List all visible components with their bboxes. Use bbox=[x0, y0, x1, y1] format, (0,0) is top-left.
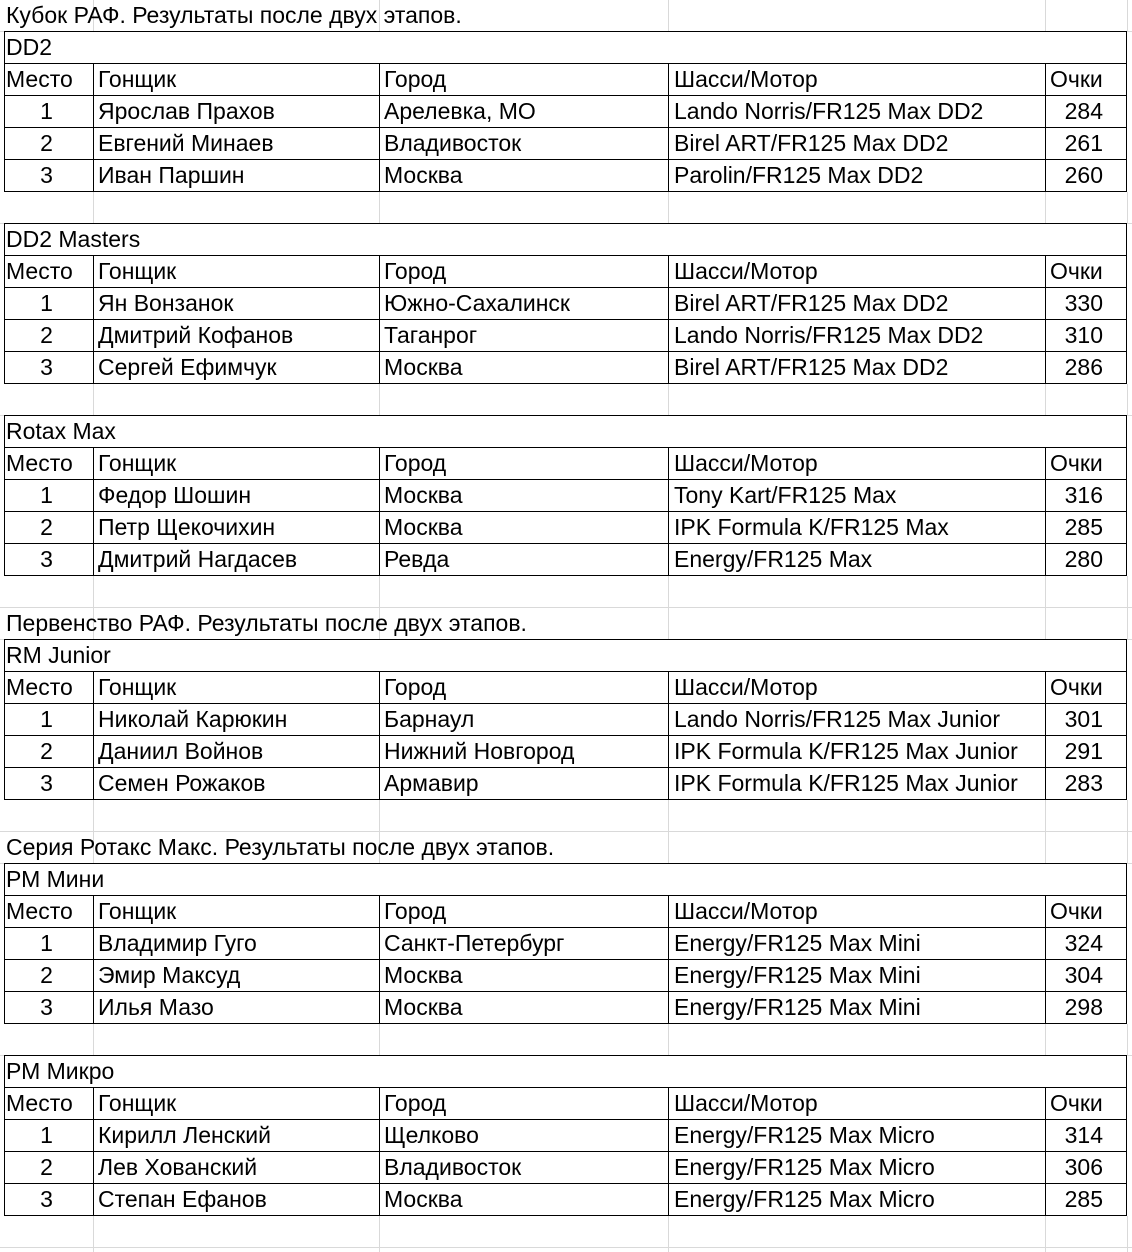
column-border bbox=[668, 1087, 669, 1216]
header-city[interactable]: Город bbox=[384, 898, 447, 924]
cell-driver[interactable]: Иван Паршин bbox=[98, 162, 245, 188]
cell-city[interactable]: Москва bbox=[384, 162, 463, 188]
header-city[interactable]: Город bbox=[384, 66, 447, 92]
row-border bbox=[4, 351, 1127, 352]
row-border bbox=[4, 255, 1127, 256]
header-chassis[interactable]: Шасси/Мотор bbox=[674, 450, 818, 476]
cell-driver[interactable]: Федор Шошин bbox=[98, 482, 252, 508]
cell-city[interactable]: Ревда bbox=[384, 546, 450, 572]
table-row bbox=[0, 768, 1132, 800]
cell-place[interactable]: 3 bbox=[40, 162, 53, 188]
column-border bbox=[1045, 1087, 1046, 1216]
column-border bbox=[379, 63, 380, 192]
section-name-row bbox=[0, 864, 1132, 896]
cell-driver[interactable]: Сергей Ефимчук bbox=[98, 354, 277, 380]
cell-points[interactable]: 280 bbox=[1064, 546, 1103, 572]
cell-place[interactable]: 1 bbox=[40, 482, 53, 508]
table-header-row bbox=[0, 448, 1132, 480]
header-chassis[interactable]: Шасси/Мотор bbox=[674, 1090, 818, 1116]
table-row bbox=[0, 128, 1132, 160]
cell-chassis[interactable]: Energy/FR125 Max Micro bbox=[674, 1154, 935, 1180]
header-points[interactable]: Очки bbox=[1050, 258, 1103, 284]
section-name-row bbox=[0, 32, 1132, 64]
table-row bbox=[0, 704, 1132, 736]
row-border bbox=[4, 735, 1127, 736]
table-header-row bbox=[0, 1088, 1132, 1120]
row-border bbox=[4, 671, 1127, 672]
column-border bbox=[668, 255, 669, 384]
cell-points[interactable]: 285 bbox=[1064, 1186, 1103, 1212]
column-border bbox=[379, 1087, 380, 1216]
empty-row bbox=[0, 192, 1132, 224]
cell-points[interactable]: 314 bbox=[1064, 1122, 1103, 1148]
cell-chassis[interactable]: Energy/FR125 Max Micro bbox=[674, 1186, 935, 1212]
cell-driver[interactable]: Ян Вонзанок bbox=[98, 290, 234, 316]
cell-place[interactable]: 1 bbox=[40, 930, 53, 956]
column-border bbox=[668, 447, 669, 576]
row-border bbox=[4, 159, 1127, 160]
column-border bbox=[1045, 895, 1046, 1024]
cell-driver[interactable]: Николай Карюкин bbox=[98, 706, 288, 732]
section-name-row bbox=[0, 224, 1132, 256]
section-name[interactable]: DD2 Masters bbox=[6, 226, 141, 252]
cell-city[interactable]: Барнаул bbox=[384, 706, 475, 732]
cell-chassis[interactable]: Energy/FR125 Max Mini bbox=[674, 930, 921, 956]
cell-place[interactable]: 2 bbox=[40, 514, 53, 540]
cell-place[interactable]: 3 bbox=[40, 770, 53, 796]
row-border bbox=[4, 479, 1127, 480]
header-points[interactable]: Очки bbox=[1050, 450, 1103, 476]
row-border bbox=[4, 95, 1127, 96]
header-chassis[interactable]: Шасси/Мотор bbox=[674, 898, 818, 924]
row-border bbox=[4, 543, 1127, 544]
row-border bbox=[4, 991, 1127, 992]
cell-points[interactable]: 298 bbox=[1064, 994, 1103, 1020]
header-place[interactable]: Место bbox=[6, 258, 73, 284]
cell-chassis[interactable]: Birel ART/FR125 Max DD2 bbox=[674, 290, 949, 316]
cell-place[interactable]: 2 bbox=[40, 738, 53, 764]
cell-driver[interactable]: Дмитрий Нагдасев bbox=[98, 546, 298, 572]
cell-place[interactable]: 2 bbox=[40, 322, 53, 348]
cell-driver[interactable]: Лев Хованский bbox=[98, 1154, 258, 1180]
cell-points[interactable]: 285 bbox=[1064, 514, 1103, 540]
table-row bbox=[0, 960, 1132, 992]
row-border bbox=[4, 1119, 1127, 1120]
cell-city[interactable]: Москва bbox=[384, 514, 463, 540]
cell-points[interactable]: 283 bbox=[1064, 770, 1103, 796]
header-driver[interactable]: Гонщик bbox=[98, 674, 177, 700]
cell-place[interactable]: 1 bbox=[40, 1122, 53, 1148]
cell-driver[interactable]: Семен Рожаков bbox=[98, 770, 266, 796]
header-driver[interactable]: Гонщик bbox=[98, 66, 177, 92]
cell-city[interactable]: Владивосток bbox=[384, 1154, 522, 1180]
cell-points[interactable]: 291 bbox=[1064, 738, 1103, 764]
cell-city[interactable]: Москва bbox=[384, 1186, 463, 1212]
section-name[interactable]: DD2 bbox=[6, 34, 53, 60]
section-name[interactable]: РМ Микро bbox=[6, 1058, 115, 1084]
table-header-row bbox=[0, 672, 1132, 704]
cell-city[interactable]: Армавир bbox=[384, 770, 479, 796]
cell-driver[interactable]: Ярослав Прахов bbox=[98, 98, 275, 124]
row-border bbox=[4, 1151, 1127, 1152]
cell-points[interactable]: 330 bbox=[1064, 290, 1103, 316]
cell-points[interactable]: 316 bbox=[1064, 482, 1103, 508]
sheet-title[interactable]: Первенство РАФ. Результаты после двух этапов. bbox=[6, 610, 527, 636]
table-row bbox=[0, 1152, 1132, 1184]
row-border bbox=[4, 895, 1127, 896]
cell-chassis[interactable]: IPK Formula K/FR125 Max bbox=[674, 514, 949, 540]
cell-chassis[interactable]: Birel ART/FR125 Max DD2 bbox=[674, 130, 949, 156]
cell-chassis[interactable]: Lando Norris/FR125 Max Junior bbox=[674, 706, 1000, 732]
column-border bbox=[379, 671, 380, 800]
cell-city[interactable]: Таганрог bbox=[384, 322, 478, 348]
header-place[interactable]: Место bbox=[6, 66, 73, 92]
column-border bbox=[93, 447, 94, 576]
cell-city[interactable]: Арелевка, МО bbox=[384, 98, 536, 124]
cell-place[interactable]: 2 bbox=[40, 962, 53, 988]
column-border bbox=[379, 895, 380, 1024]
header-points[interactable]: Очки bbox=[1050, 1090, 1103, 1116]
cell-points[interactable]: 301 bbox=[1064, 706, 1103, 732]
cell-place[interactable]: 3 bbox=[40, 354, 53, 380]
cell-chassis[interactable]: Lando Norris/FR125 Max DD2 bbox=[674, 98, 984, 124]
cell-points[interactable]: 260 bbox=[1064, 162, 1103, 188]
row-border bbox=[4, 927, 1127, 928]
column-border bbox=[1045, 671, 1046, 800]
cell-place[interactable]: 2 bbox=[40, 130, 53, 156]
table-row bbox=[0, 160, 1132, 192]
table-header-row bbox=[0, 64, 1132, 96]
table-header-row bbox=[0, 256, 1132, 288]
cell-points[interactable]: 306 bbox=[1064, 1154, 1103, 1180]
section-name-row bbox=[0, 416, 1132, 448]
header-chassis[interactable]: Шасси/Мотор bbox=[674, 66, 818, 92]
cell-chassis[interactable]: Energy/FR125 Max Mini bbox=[674, 994, 921, 1020]
row-border bbox=[4, 511, 1127, 512]
column-border bbox=[1045, 255, 1046, 384]
header-place[interactable]: Место bbox=[6, 674, 73, 700]
row-border bbox=[4, 703, 1127, 704]
row-border bbox=[4, 959, 1127, 960]
cell-points[interactable]: 310 bbox=[1064, 322, 1103, 348]
header-place[interactable]: Место bbox=[6, 898, 73, 924]
sheet-title[interactable]: Серия Ротакс Макс. Результаты после двух этапов. bbox=[6, 834, 555, 860]
header-city[interactable]: Город bbox=[384, 450, 447, 476]
header-place[interactable]: Место bbox=[6, 450, 73, 476]
cell-city[interactable]: Москва bbox=[384, 962, 463, 988]
title-row bbox=[0, 0, 1132, 32]
table-row bbox=[0, 320, 1132, 352]
header-driver[interactable]: Гонщик bbox=[98, 1090, 177, 1116]
row-border bbox=[4, 1087, 1127, 1088]
table-row bbox=[0, 480, 1132, 512]
cell-driver[interactable]: Эмир Максуд bbox=[98, 962, 241, 988]
header-driver[interactable]: Гонщик bbox=[98, 898, 177, 924]
column-border bbox=[93, 255, 94, 384]
empty-row bbox=[0, 800, 1132, 832]
cell-chassis[interactable]: Birel ART/FR125 Max DD2 bbox=[674, 354, 949, 380]
column-border bbox=[93, 895, 94, 1024]
table-row bbox=[0, 1184, 1132, 1216]
header-driver[interactable]: Гонщик bbox=[98, 258, 177, 284]
table-row bbox=[0, 544, 1132, 576]
title-row bbox=[0, 832, 1132, 864]
section-name[interactable]: РМ Мини bbox=[6, 866, 105, 892]
cell-city[interactable]: Владивосток bbox=[384, 130, 522, 156]
cell-city[interactable]: Нижний Новгород bbox=[384, 738, 575, 764]
table-row bbox=[0, 992, 1132, 1024]
title-row bbox=[0, 608, 1132, 640]
cell-place[interactable]: 2 bbox=[40, 1154, 53, 1180]
cell-city[interactable]: Москва bbox=[384, 994, 463, 1020]
cell-chassis[interactable]: Parolin/FR125 Max DD2 bbox=[674, 162, 924, 188]
cell-chassis[interactable]: IPK Formula K/FR125 Max Junior bbox=[674, 770, 1018, 796]
header-driver[interactable]: Гонщик bbox=[98, 450, 177, 476]
header-chassis[interactable]: Шасси/Мотор bbox=[674, 674, 818, 700]
table-row bbox=[0, 96, 1132, 128]
header-place[interactable]: Место bbox=[6, 1090, 73, 1116]
header-points[interactable]: Очки bbox=[1050, 674, 1103, 700]
column-border bbox=[1045, 447, 1046, 576]
row-border bbox=[4, 1183, 1127, 1184]
cell-points[interactable]: 286 bbox=[1064, 354, 1103, 380]
table-row bbox=[0, 288, 1132, 320]
section-name-row bbox=[0, 640, 1132, 672]
header-points[interactable]: Очки bbox=[1050, 66, 1103, 92]
cell-chassis[interactable]: Energy/FR125 Max Micro bbox=[674, 1122, 935, 1148]
header-points[interactable]: Очки bbox=[1050, 898, 1103, 924]
cell-chassis[interactable]: Energy/FR125 Max Mini bbox=[674, 962, 921, 988]
cell-place[interactable]: 1 bbox=[40, 98, 53, 124]
row-border bbox=[4, 319, 1127, 320]
cell-place[interactable]: 1 bbox=[40, 706, 53, 732]
cell-driver[interactable]: Дмитрий Кофанов bbox=[98, 322, 294, 348]
cell-driver[interactable]: Петр Щекочихин bbox=[98, 514, 276, 540]
header-chassis[interactable]: Шасси/Мотор bbox=[674, 258, 818, 284]
cell-chassis[interactable]: Tony Kart/FR125 Max bbox=[674, 482, 897, 508]
row-border bbox=[4, 127, 1127, 128]
cell-city[interactable]: Щелково bbox=[384, 1122, 479, 1148]
section-name[interactable]: Rotax Max bbox=[6, 418, 116, 444]
empty-row bbox=[0, 576, 1132, 608]
sheet-title[interactable]: Кубок РАФ. Результаты после двух этапов. bbox=[6, 2, 462, 28]
table-row bbox=[0, 736, 1132, 768]
cell-city[interactable]: Москва bbox=[384, 354, 463, 380]
header-city[interactable]: Город bbox=[384, 674, 447, 700]
cell-driver[interactable]: Даниил Войнов bbox=[98, 738, 264, 764]
table-row bbox=[0, 512, 1132, 544]
row-border bbox=[4, 63, 1127, 64]
row-border bbox=[4, 447, 1127, 448]
cell-driver[interactable]: Евгений Минаев bbox=[98, 130, 274, 156]
cell-points[interactable]: 304 bbox=[1064, 962, 1103, 988]
empty-row bbox=[0, 384, 1132, 416]
header-city[interactable]: Город bbox=[384, 258, 447, 284]
empty-row bbox=[0, 1216, 1132, 1248]
section-name[interactable]: RM Junior bbox=[6, 642, 111, 668]
cell-city[interactable]: Санкт-Петербург bbox=[384, 930, 565, 956]
column-border bbox=[1045, 63, 1046, 192]
table-row bbox=[0, 1120, 1132, 1152]
row-border bbox=[4, 767, 1127, 768]
cell-driver[interactable]: Владимир Гуго bbox=[98, 930, 257, 956]
column-border bbox=[93, 63, 94, 192]
cell-place[interactable]: 1 bbox=[40, 290, 53, 316]
cell-chassis[interactable]: Lando Norris/FR125 Max DD2 bbox=[674, 322, 984, 348]
cell-points[interactable]: 284 bbox=[1064, 98, 1103, 124]
cell-place[interactable]: 3 bbox=[40, 546, 53, 572]
cell-points[interactable]: 324 bbox=[1064, 930, 1103, 956]
table-row bbox=[0, 928, 1132, 960]
table-row bbox=[0, 352, 1132, 384]
column-border bbox=[93, 1087, 94, 1216]
cell-place[interactable]: 3 bbox=[40, 994, 53, 1020]
cell-driver[interactable]: Кирилл Ленский bbox=[98, 1122, 271, 1148]
cell-chassis[interactable]: IPK Formula K/FR125 Max Junior bbox=[674, 738, 1018, 764]
header-city[interactable]: Город bbox=[384, 1090, 447, 1116]
cell-chassis[interactable]: Energy/FR125 Max bbox=[674, 546, 873, 572]
section-name-row bbox=[0, 1056, 1132, 1088]
column-border bbox=[379, 255, 380, 384]
column-border bbox=[668, 63, 669, 192]
column-border bbox=[379, 447, 380, 576]
table-header-row bbox=[0, 896, 1132, 928]
row-border bbox=[4, 287, 1127, 288]
cell-place[interactable]: 3 bbox=[40, 1186, 53, 1212]
column-border bbox=[93, 671, 94, 800]
column-border bbox=[668, 671, 669, 800]
cell-driver[interactable]: Степан Ефанов bbox=[98, 1186, 267, 1212]
cell-driver[interactable]: Илья Мазо bbox=[98, 994, 214, 1020]
cell-city[interactable]: Южно-Сахалинск bbox=[384, 290, 570, 316]
column-border bbox=[668, 895, 669, 1024]
cell-points[interactable]: 261 bbox=[1064, 130, 1103, 156]
cell-city[interactable]: Москва bbox=[384, 482, 463, 508]
empty-row bbox=[0, 1024, 1132, 1056]
